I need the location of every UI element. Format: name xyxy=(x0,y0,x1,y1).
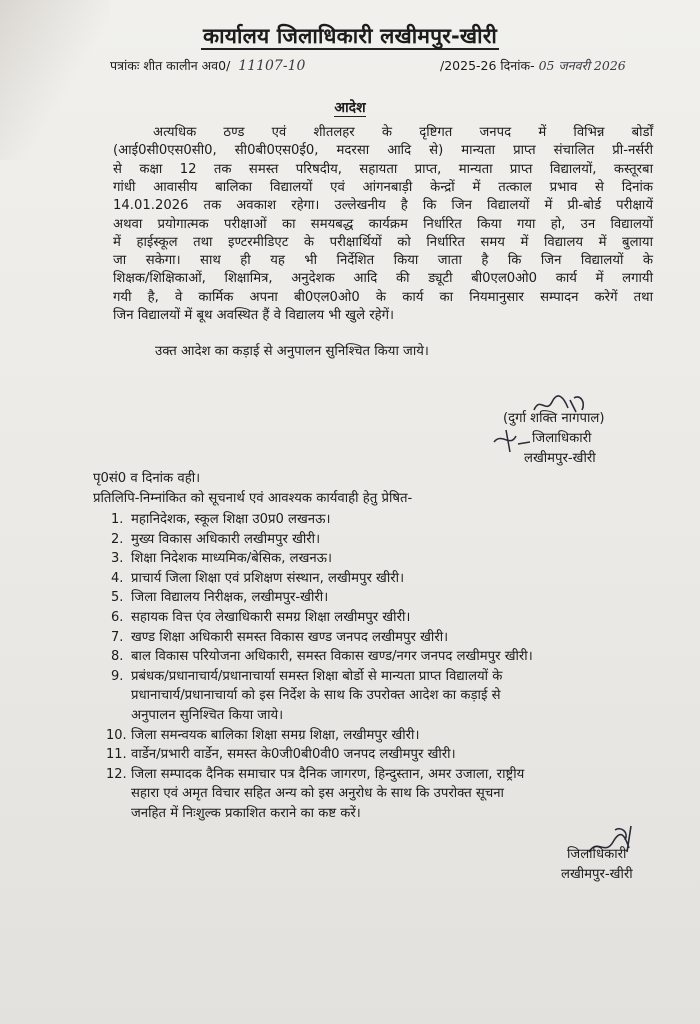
copy-item-line: जनहित में निःशुल्क प्रकाशित कराने का कष्ट करें। xyxy=(131,806,361,821)
copy-item-number: 5. xyxy=(111,590,124,606)
copy-item-line: जिला सम्पादक दैनिक समाचार पत्र दैनिक जागरण, हिन्दुस्तान, अमर उजाला, राष्ट्रीय xyxy=(131,766,525,782)
copy-item-number: 2. xyxy=(111,531,124,547)
order-body-line: 14.01.2026 तक अवकाश रहेगा। उल्लेखनीय है कि जिन विद्यालयों में प्री-बोर्ड परीक्षायें xyxy=(113,198,653,214)
copy-item-line: अनुपालन सुनिश्चित किया जाये। xyxy=(131,708,284,723)
copy-intro: प्रतिलिपि-निम्नांकित को सूचनार्थ एवं आवश्यक कार्यवाही हेतु प्रेषित- xyxy=(93,491,413,506)
office-title: कार्यालय जिलाधिकारी लखीमपुर-खीरी xyxy=(203,24,497,48)
order-body-line: अत्यधिक ठण्ड एवं शीतलहर के दृष्टिगत जनपद में विभिन्न बोर्डों xyxy=(153,125,653,140)
copy-item-line: प्राचार्य जिला शिक्षा एवं प्रशिक्षण संस्थान, लखीमपुर खीरी। xyxy=(131,570,405,586)
closing-line: उक्त आदेश का कड़ाई से अनुपालन सुनिश्चित किया जाये। xyxy=(155,344,429,359)
copy-item-line: शिक्षा निदेशक माध्यमिक/बेसिक, लखनऊ। xyxy=(131,551,333,567)
copy-item-number: 10. xyxy=(106,727,127,743)
signatory-location: लखीमपुर-खीरी xyxy=(524,451,596,466)
copy-item-number: 12. xyxy=(106,766,127,782)
copy-item-number: 11. xyxy=(106,747,127,763)
copy-item-number: 7. xyxy=(111,629,124,645)
copy-item-number: 8. xyxy=(111,649,124,665)
copy-item-line: मुख्य विकास अधिकारी लखीमपुर खीरी। xyxy=(131,531,321,547)
copy-item-number: 4. xyxy=(111,570,124,586)
footer-location: लखीमपुर-खीरी xyxy=(561,867,633,882)
order-body-line: अथवा प्रयोगात्मक परीक्षाओं का समयबद्ध कार्यक्रम निर्धारित किया गया हो, उन विद्यालयों xyxy=(113,216,653,232)
reference-date: 05 जनवरी 2026 xyxy=(538,58,626,73)
copy-item-number: 1. xyxy=(111,512,124,527)
order-body-line: गांधी आवासीय बालिका विद्यालयों एवं आंगनबाड़ी केन्द्रों में तत्काल प्रभाव से दिनांक xyxy=(113,179,653,195)
footer-designation: जिलाधिकारी xyxy=(567,847,627,862)
copy-item-number: 3. xyxy=(111,551,124,567)
copy-item-line: प्रधानाचार्य/प्रधानाचार्या को इस निर्देश के साथ कि उपरोक्त आदेश का कड़ाई से xyxy=(131,688,501,704)
copy-ref-line: पृ0सं0 व दिनांक वही। xyxy=(93,471,201,486)
order-heading: आदेश xyxy=(334,100,366,116)
copy-item-line: खण्ड शिक्षा अधिकारी समस्त विकास खण्ड जनपद लखीमपुर खीरी। xyxy=(131,629,449,645)
copy-item-line: बाल विकास परियोजना अधिकारी, समस्त विकास खण्ड/नगर जनपद लखीमपुर खीरी। xyxy=(131,649,533,665)
copy-item-line: जिला समन्वयक बालिका शिक्षा समग्र शिक्षा, लखीमपुर खीरी। xyxy=(131,727,420,743)
signatory-designation: जिलाधिकारी xyxy=(532,431,592,446)
copy-item-number: 9. xyxy=(111,668,124,684)
year-label: /2025-26 दिनांक- xyxy=(440,58,535,73)
order-body-line: में हाईस्कूल तथा इण्टरमीडिएट के परीक्षार्थियों को निर्धारित समय में विद्यालय में बुलाया xyxy=(113,234,653,250)
order-body-line: से कक्षा 12 तक समस्त परिषदीय, सहायता प्राप्त, मान्यता प्राप्त विद्यालयों, कस्तूरबा xyxy=(113,161,653,177)
order-body-line: (आई0सी0एस0सी0, सी0बी0एस0ई0, मदरसा आदि से) मान्यता प्राप्त संचालित प्री-नर्सरी xyxy=(113,143,653,159)
copy-item-line: महानिदेशक, स्कूल शिक्षा उ0प्र0 लखनऊ। xyxy=(131,512,331,527)
reference-label: पत्रांकः शीत कालीन अव0/ xyxy=(110,58,231,73)
order-body-line: जिन विद्यालयों में बूथ अवस्थित हैं वे विद्यालय भी खुले रहेगें। xyxy=(113,308,395,323)
copy-item-line: जिला विद्यालय निरीक्षक, लखीमपुर-खीरी। xyxy=(131,590,329,606)
reference-number: 11107-10 xyxy=(238,58,306,74)
reference-date-line xyxy=(440,57,626,75)
copy-item-line: सहारा एवं अमृत विचार सहित अन्य को इस अनुरोध के साथ कि उपरोक्त सूचना xyxy=(131,786,504,802)
signatory-name: (दुर्गा शक्ति नागपाल) xyxy=(503,411,605,426)
copy-item-line: वार्डेन/प्रभारी वार्डेन, समस्त के0जी0बी0वी0 जनपद लखीमपुर खीरी। xyxy=(131,747,456,763)
order-body-line: शिक्षक/शिक्षिकाओं, शिक्षामित्र, अनुदेशक आदि की ड्यूटी बी0एल0ओ0 कार्य में लगायी xyxy=(113,271,653,287)
reference-line xyxy=(110,57,305,75)
copy-item-line: प्रबंधक/प्रधानाचार्य/प्रधानाचार्या समस्त शिक्षा बोर्डो से मान्यता प्राप्त विद्यालयों के xyxy=(131,668,503,684)
copy-item-number: 6. xyxy=(111,610,124,625)
order-body-line: गयी है, वे कार्मिक अपना बी0एल0ओ0 के कार्य का नियमानुसार सम्पादन करेगें तथा xyxy=(113,289,653,305)
order-body-line: जा सकेगा। साथ ही यह भी निर्देशित किया जाता है कि जिन विद्यालयों के xyxy=(113,253,653,269)
copy-item-line: सहायक वित्त एंव लेखाधिकारी समग्र शिक्षा लखीमपुर खीरी। xyxy=(131,610,411,625)
